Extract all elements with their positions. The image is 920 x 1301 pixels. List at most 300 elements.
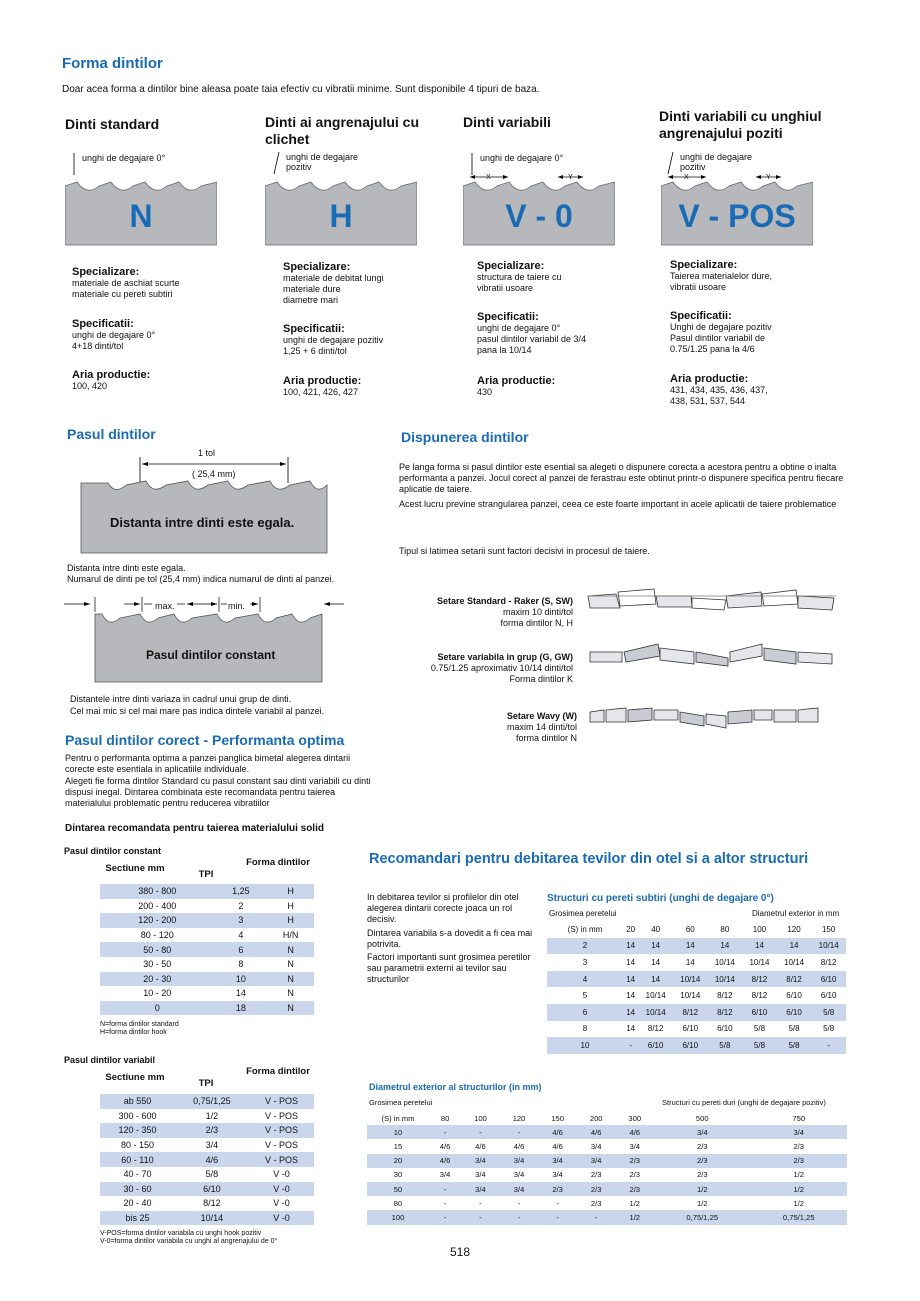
table-cell: 6 [547,1004,623,1021]
table-header-cell: 750 [792,1113,806,1123]
table-cell: - [538,1210,577,1224]
table-cell: 100 [367,1210,429,1224]
type-v0-prod-line: 430 [477,387,493,397]
table-row [100,1123,314,1138]
table-cell: 380 - 800 [100,884,215,899]
table-cell: 4/6 [429,1154,461,1168]
table-cell: 3/4 [513,1170,525,1180]
table-cell: 10/14 [645,991,666,1001]
type-n-spec-line: materiale de aschiat scurte [72,278,180,288]
table-cell: bis 25 [100,1211,175,1226]
disp-p2: Acest lucru previne strangularea panzei, ceea ce este foarte important in acele aplicatii de taiere problematice [399,499,837,509]
set-wavy-l1: maxim 14 dinti/tol [506,722,577,732]
table-cell: - [429,1182,461,1196]
table-cell: 2/3 [654,1154,750,1168]
table-header-cell: 120 [787,924,801,934]
table-cell: 2 [547,938,623,955]
table-header-row [547,921,846,938]
table-row [100,942,314,957]
table-cell: - [556,1198,559,1208]
type-vpos-letter: V - POS [678,198,796,234]
table-cell: 4/6 [175,1152,249,1167]
table-row [547,971,846,988]
table-cell: 15 [393,1141,403,1151]
table-cell: 300 - 600 [100,1109,175,1124]
table-row [100,899,314,914]
type-n-spec-label: Specializare: [72,266,140,278]
table-cell: 6/10 [673,1037,708,1054]
type-n-profile [65,178,217,242]
table-row [100,1152,314,1167]
type-v0-specs-label: Specificatii: [477,311,539,323]
table-row [547,954,846,971]
type-vpos-specs-line: Unghi de degajare pozitiv [670,322,772,332]
table-cell: 4/6 [439,1141,451,1151]
const-h1: Sectiune mm [105,863,165,874]
min-label: min. [228,601,246,611]
table-cell: 6 [215,942,268,957]
type-n-specs-line: 4+18 dinti/tol [72,341,124,351]
table-row [100,1094,314,1109]
type-v0-specs-line: pana la 10/14 [477,345,532,355]
thin-wall: Grosimea peretelui [549,909,617,918]
table-cell: H/N [267,928,314,943]
table-cell: N [267,957,314,972]
table-cell: 10/14 [708,971,743,988]
set-standard-l2: forma dintilor N, H [500,618,573,628]
var-h2: TPI [198,1078,214,1089]
table-cell: 14 [651,957,661,967]
table-cell: 14 [638,938,673,955]
table-cell: 8/12 [717,991,733,1001]
table-cell: 1/2 [175,1109,249,1124]
type-n-specs-label: Specificatii: [72,318,134,330]
var-note-2: V-0=forma dintilor variabila cu unghi al angrenajului de 0° [100,1238,278,1245]
var-note-1: V-POS=forma dintilor variabila cu unghi hook pozitiv [100,1230,262,1237]
setting-diagrams [586,586,846,736]
recommended-title: Dintarea recomandata pentru taierea materialului solid [65,823,324,834]
const-table [100,884,314,1015]
var-h3: Forma dintilor [246,1066,310,1077]
type-v0-spec-line: vibratii usoare [477,283,534,293]
table-header-cell: (S) in mm [567,924,603,934]
type-h-spec-label: Specializare: [283,261,351,273]
table-cell: 4/6 [552,1141,563,1151]
table-row [547,938,846,955]
table-header-cell: 80 [720,924,730,934]
table-cell: 3/4 [590,1141,602,1151]
type-v0-name: Dinti variabili [463,114,551,130]
type-v0-specs-line: pasul dintilor variabil de 3/4 [477,334,587,344]
type-n-prod-label: Aria productie: [72,369,151,381]
table-cell: 6/10 [811,971,846,988]
table-cell: 1/2 [615,1210,654,1224]
tol-label: 1 tol [198,448,216,458]
table-row [100,928,314,943]
table-cell: 2/3 [175,1123,249,1138]
table-cell: 0 [100,1001,215,1016]
table-cell: 10/14 [714,957,735,967]
table-cell: 1/2 [629,1198,641,1208]
type-vpos-prod-line: 431, 434, 435, 436, 437, [670,385,768,395]
set-wavy-l2: forma dintilor N [515,733,577,743]
table-cell: - [479,1198,482,1208]
var-desc-2: Cel mai mic si cel mai mare pas indica dintele variabil al panzei. [70,706,325,716]
type-h-prod-line: 100, 421, 426, 427 [283,387,359,397]
table-cell: - [500,1125,539,1139]
table-cell: 4 [215,928,268,943]
type-n-name: Dinti standard [65,116,160,132]
table-cell: V -0 [249,1167,314,1182]
table-cell: H [267,899,314,914]
page-number: 518 [450,1245,471,1259]
constant-caption: Pasul dintilor constant [146,648,276,662]
type-vpos-name: Dinti variabili cu unghiul angrenajului poziti [659,108,822,141]
table-cell: 1/2 [654,1182,750,1196]
table-cell: 3/4 [654,1125,750,1139]
table-row [367,1125,847,1139]
table-cell: 14 [626,991,636,1001]
table-cell: 20 [367,1154,429,1168]
table-cell: 80 [393,1198,403,1208]
table-cell: - [517,1198,521,1208]
table-cell: 14 [626,1024,636,1034]
pitch-desc-1: Distanta intre dinti este egala. [67,563,186,573]
table-cell: 14 [623,938,638,955]
table-cell: 10 [367,1125,429,1139]
correct-title: Pasul dintilor corect - Performanta optima [65,732,345,748]
table-header-cell: 120 [512,1113,526,1123]
table-cell: 4/6 [538,1125,577,1139]
table-cell: 60 - 110 [100,1152,175,1167]
set-group-l1: 0.75/1.25 aproximativ 10/14 dinti/tol [430,663,573,673]
table-cell: 8/12 [647,1024,664,1034]
table-cell: N [267,1001,314,1016]
table-cell: 6/10 [175,1182,249,1197]
table-cell: V - POS [249,1123,314,1138]
table-cell: 6/10 [786,991,802,1001]
type-h-profile [265,178,417,242]
table-cell: 5/8 [742,1037,777,1054]
table-row [100,1211,314,1226]
table-cell: 2/3 [696,1141,708,1151]
table-cell: 3/4 [175,1138,249,1153]
constant-pitch-diagram [62,594,352,686]
type-h-spec-line: materiale de debitat lungi [283,273,384,283]
type-h-specs-line: 1,25 + 6 dinti/tol [283,346,347,356]
table-cell: 14 [638,971,673,988]
table-cell: 6/10 [777,1004,812,1021]
table-cell: 50 [367,1182,429,1196]
table-cell: 5/8 [811,1004,846,1021]
type-vpos-prod-line: 438, 531, 537, 544 [670,396,746,406]
table-cell: 40 - 70 [100,1167,175,1182]
type-vpos-x: X [684,174,689,181]
const-note-1: N=forma dintilor standard [100,1021,179,1028]
table-cell: 14 [777,938,812,955]
var-table-title: Pasul dintilor variabil [64,1055,156,1065]
type-vpos-specs-line: Pasul dintilor variabil de [670,333,766,343]
table-cell: 10/14 [749,957,770,967]
type-h-spec-line: materiale dure [283,284,341,294]
table-row [100,1196,314,1211]
table-cell: 8/12 [751,991,768,1001]
pitch-title: Pasul dintilor [67,426,156,442]
type-h-name: Dinti ai angrenajului cu clichet [265,114,420,147]
table-cell: 30 [393,1170,403,1180]
tubes-title: Recomandari pentru debitarea tevilor din otel si a altor structuri [369,851,809,867]
table-cell: 3/4 [475,1170,486,1180]
type-vpos-specs-label: Specificatii: [670,310,732,322]
table-cell: 10/14 [673,971,708,988]
table-cell: 80 - 120 [100,928,215,943]
type-h-angle: unghi de degajare pozitiv [286,152,359,172]
table-row [100,1109,314,1124]
table-cell: 4/6 [475,1141,486,1151]
table-cell: 14 [673,938,708,955]
table-cell: 5 [582,991,588,1001]
table-cell: N [267,942,314,957]
thin-table [547,921,846,1054]
table-cell: 5/8 [777,1037,812,1054]
disp-p1: Pe langa forma si pasul dintilor este esential sa alegeti o dispunere corecta a acestora pentru a obtine o inalta performanta a panzei. Jocul corect al panzei de ferastrau este obtinut printr-o dispunere specifica pentru fiecare aplicatie de taiere. [399,462,844,494]
table-cell: V -0 [249,1196,314,1211]
table-header-row [367,1111,847,1125]
table-cell: 8/12 [777,971,812,988]
table-cell: 30 - 50 [100,957,215,972]
type-h-letter: H [329,198,353,234]
intro-text: Doar acea forma a dintilor bine aleasa poate taia efectiv cu vibratii minime. Sunt disponibile 4 tipuri de baza. [62,84,540,95]
table-header-cell: 60 [685,924,695,934]
table-header-cell: 80 [440,1113,450,1123]
table-cell: 3/4 [750,1125,847,1139]
equal-caption: Distanta intre dinti este egala. [110,515,295,530]
table-cell: 6/10 [717,1024,733,1034]
type-n-specs-line: unghi de degajare 0° [72,330,156,340]
type-vpos-spec-line: Taierea materialelor dure, [670,271,773,281]
table-cell: 2/3 [750,1154,847,1168]
table-cell: V -0 [249,1211,314,1226]
table-header-cell: 20 [626,924,636,934]
table-cell: 10 - 20 [100,986,215,1001]
table-cell: 3/4 [500,1154,539,1168]
table-row [100,913,314,928]
var-h1: Sectiune mm [105,1072,165,1083]
tubes-p3: Factori importanti sunt grosimea peretilor sau parametrii externi ai tevilor sau structurilor [367,952,531,984]
table-cell: 14 [708,938,743,955]
correct-p1: Pentru o performanta optima a panzei panglica bimetal alegerea dintarii corecte este esentiala in aplicatiile individuale. [65,753,351,774]
table-cell: 5/8 [823,1024,835,1034]
table-cell: 3/4 [538,1154,577,1168]
pitch-desc-2: Numarul de dinti pe tol (25,4 mm) indica numarul de dinti al panzei. [67,574,335,584]
table-cell: 4/6 [513,1141,525,1151]
table-header-cell: 150 [821,924,836,934]
type-n-prod-line: 100, 420 [72,381,108,391]
table-cell: 3/4 [439,1170,451,1180]
table-cell: 4/6 [577,1125,616,1139]
table-header-cell: 200 [589,1113,603,1123]
table-row [367,1154,847,1168]
table-cell: 14 [623,1004,638,1021]
type-v0-letter: V - 0 [505,198,573,234]
table-cell: 10/14 [680,991,701,1001]
table-cell: 6/10 [638,1037,673,1054]
table-cell: 20 - 40 [100,1196,175,1211]
table-cell: 2/3 [615,1182,654,1196]
table-cell: 0,75/1,25 [750,1210,847,1224]
table-cell: 2/3 [577,1182,616,1196]
type-v0-specs-line: unghi de degajare 0° [477,323,561,333]
type-v0-prod-label: Aria productie: [477,375,556,387]
table-cell: 8/12 [820,957,837,967]
equal-pitch-diagram [78,455,330,555]
table-cell: 10/14 [175,1211,249,1226]
table-cell: 5/8 [708,1037,743,1054]
type-n-spec-line: materiale cu pereti subtiri [72,289,173,299]
table-cell: 120 - 350 [100,1123,175,1138]
type-n-angle: unghi de degajare 0° [82,153,166,163]
table-cell: 10/14 [811,938,846,955]
table-cell: - [429,1125,461,1139]
const-table-title: Pasul dintilor constant [64,846,162,856]
correct-p2: Alegeti fie forma dintilor Standard cu pasul constant sau dinti variabili cu dinti dispusi inegal. Dintarea combinata este recomandata pentru taierea materialului problematic pentru reducerea vibratiilor [65,776,371,808]
table-row [100,1167,314,1182]
tubes-p2: Dintarea variabila s-a dovedit a fi cea mai potrivita. [367,928,533,949]
table-cell: 3/4 [577,1154,616,1168]
table-cell: - [811,1037,846,1054]
table-cell: 2/3 [696,1170,708,1180]
set-group-l2: Forma dintilor K [509,674,573,684]
table-header-cell: 150 [551,1113,564,1123]
table-header-cell: 300 [628,1113,642,1123]
type-h-spec-line: diametre mari [283,295,339,305]
table-row [547,987,846,1004]
type-vpos-spec-label: Specializare: [670,259,738,271]
table-cell: 18 [215,1001,268,1016]
table-cell: 5/8 [788,1024,800,1034]
type-vpos-angle: unghi de degajare pozitiv [680,152,753,172]
max-label: max. [155,601,175,611]
disp-p3: Tipul si latimea setarii sunt factori decisivi in procesul de taiere. [399,546,650,556]
mm-label: ( 25,4 mm) [192,469,236,479]
type-v0-profile [463,178,615,242]
type-h-prod-label: Aria productie: [283,375,362,387]
table-row [100,957,314,972]
type-vpos-prod-label: Aria productie: [670,373,749,385]
table-cell: 10/14 [784,957,805,967]
table-cell: 3 [215,913,268,928]
var-table [100,1094,314,1225]
table-header-cell: 40 [651,924,661,934]
table-cell: 8 [215,957,268,972]
table-cell: 2/3 [629,1170,641,1180]
table-cell: 8/12 [742,971,777,988]
table-row [100,1182,314,1197]
set-group-name: Setare variabila in grup (G, GW) [437,652,573,662]
set-wavy-name: Setare Wavy (W) [506,711,577,721]
table-row [367,1196,847,1210]
table-cell: V - POS [249,1152,314,1167]
table-cell: 10 [215,972,268,987]
table-cell: 6/10 [820,991,837,1001]
type-vpos-spec-line: vibratii usoare [670,282,727,292]
table-row [100,972,314,987]
type-h-specs-line: unghi de degajare pozitiv [283,335,384,345]
thick-wall: Grosimea peretelui [369,1098,433,1107]
table-cell: 8/12 [175,1196,249,1211]
table-cell: 1/2 [793,1170,805,1180]
type-v0-spec-line: structura de taiere cu [477,272,562,282]
table-cell: - [461,1125,500,1139]
tubes-p1: In debitarea tevilor si profilelor din otel alegerea dintarii corecte joaca un rol decisiv. [367,892,519,924]
table-cell: 14 [685,957,695,967]
table-cell: 3/4 [629,1141,641,1151]
table-cell: 1,25 [215,884,268,899]
table-row [367,1182,847,1196]
table-cell: - [461,1210,500,1224]
table-row [100,1138,314,1153]
table-header-cell: 100 [474,1113,487,1123]
type-v0-y: Y [568,174,573,181]
type-v0-angle: unghi de degajare 0° [480,153,564,163]
table-cell: V - POS [249,1094,314,1109]
table-header-cell: (S) in mm [381,1113,415,1123]
var-desc-1: Distantele intre dinti variaza in cadrul unui grup de dinti. [70,694,292,704]
table-cell: 8/12 [673,1004,708,1021]
const-note-2: H=forma dintilor hook [100,1029,167,1036]
const-h2: TPI [198,869,214,880]
table-header-cell: 100 [752,924,767,934]
table-cell: 2/3 [538,1182,577,1196]
table-cell: ab 550 [100,1094,175,1109]
table-cell: 30 - 60 [100,1182,175,1197]
table-cell: 2/3 [615,1154,654,1168]
table-row [367,1168,847,1182]
table-cell: 10/14 [638,1004,673,1021]
thin-title: Structuri cu pereti subtiri (unghi de degajare 0°) [547,893,774,904]
thick-title: Diametrul exterior al structurilor (in mm) [369,1082,542,1092]
table-row [547,1021,846,1038]
table-cell: - [623,1037,638,1054]
table-cell: 5/8 [753,1024,766,1034]
table-cell: V - POS [249,1138,314,1153]
table-cell: 1/2 [750,1182,847,1196]
set-standard-l1: maxim 10 dinti/tol [502,607,573,617]
type-v0-x: X [486,174,491,181]
table-cell: 80 - 150 [100,1138,175,1153]
table-cell: 200 - 400 [100,899,215,914]
table-cell: 2/3 [793,1141,805,1151]
table-cell: 120 - 200 [100,913,215,928]
table-cell: 3/4 [461,1154,500,1168]
type-h-specs-label: Specificatii: [283,323,345,335]
const-h3: Forma dintilor [246,857,310,868]
thick-table [367,1111,847,1225]
table-cell: V -0 [249,1182,314,1197]
table-row [100,1001,314,1016]
table-cell: N [267,986,314,1001]
table-row [367,1210,847,1224]
table-cell: 0,75/1,25 [175,1094,249,1109]
table-cell: - [443,1198,447,1208]
table-cell: - [429,1210,461,1224]
table-cell: H [267,884,314,899]
page-title: Forma dintilor [62,55,163,72]
table-cell: 3/4 [461,1182,500,1196]
table-cell: 10 [547,1037,623,1054]
disp-title: Dispunerea dintilor [401,429,529,445]
table-cell: 1/2 [696,1198,708,1208]
